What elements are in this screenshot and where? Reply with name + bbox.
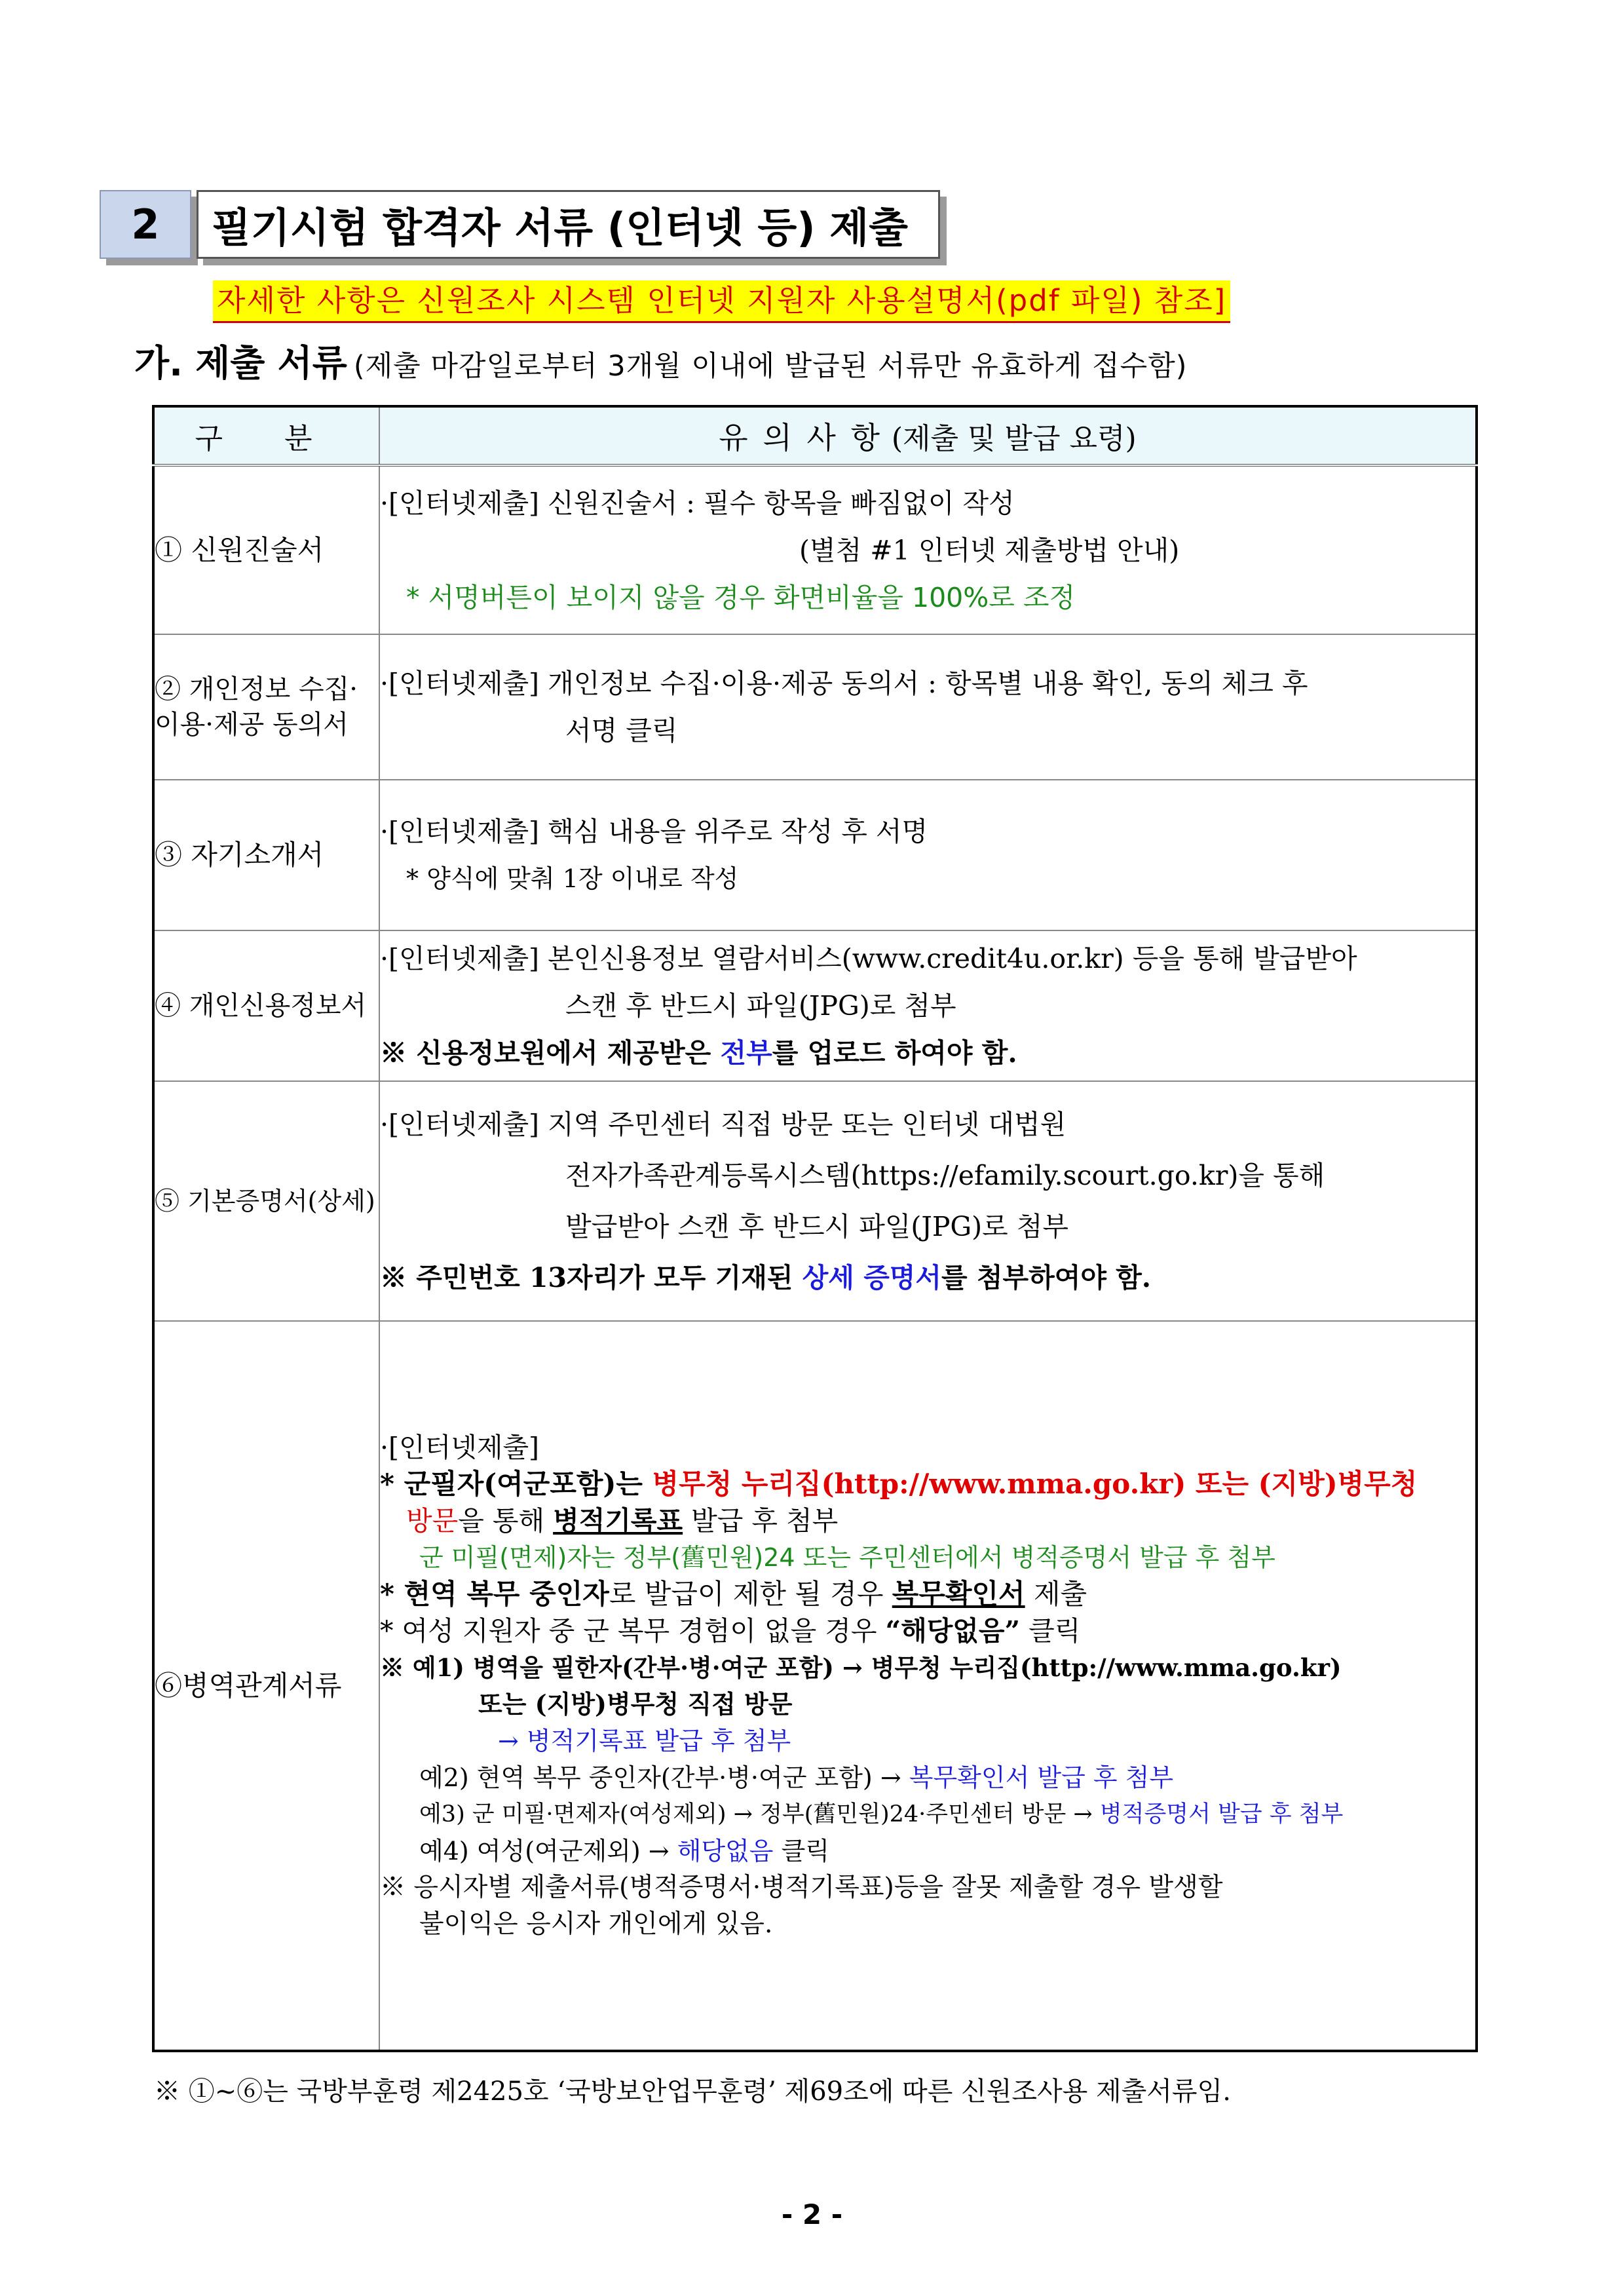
- row-category: ② 개인정보 수집·이용·제공 동의서: [153, 634, 379, 780]
- header-notes: 유 의 사 항 (제출 및 발급 요령): [379, 406, 1477, 465]
- table-row: [153, 634, 1477, 780]
- section-number-badge: 2: [100, 190, 191, 259]
- row-content: ·[인터넷제출] 본인신용정보 열람서비스(www.credit4u.or.kr) 등을 통해 발급받아 스캔 후 반드시 파일(JPG)로 첨부 ※ 신용정보원에서 제공받은 전부를 업로드 하여야 함.: [379, 930, 1477, 1081]
- row-content: ·[인터넷제출] * 군필자(여군포함)는 병무청 누리집(http://www.mma.go.kr) 또는 (지방)병무청 방문을 통해 병적기록표 발급 후 첨부 군 미필(면제)자는 정부(舊민원)24 또는 주민센터에서 병적증명서 발급 후 첨부 * 현역 복무 중인자로 발급이 제한 될 경우 복무확인서 제출 * 여성 지원자 중 군 복무 경험이 없을 경우 “해당없음” 클릭 ※ 예1) 병역을 필한자(간부·병·여군 포함) → 병무청 누리집(http://www.mma.go.kr) 또는 (지방)병무청 직접 방문 → 병적기록표 발급 후 첨부 예2) 현역 복무 중인자(간부·병·여군 포함) → 복무확인서 발급 후 첨부 예3) 군 미필·면제자(여성제외) → 정부(舊민원)24·주민센터 방문 → 병적증명서 발급 후 첨부 예4) 여성(여군제외) → 해당없음 클릭 ※ 응시자별 제출서류(병적증명서·병적기록표)등을 잘못 제출할 경우 발생할 불이익은 응시자 개인에게 있음.: [379, 1321, 1477, 2051]
- table-row: [153, 1321, 1477, 2051]
- row-category: ③ 자기소개서: [153, 780, 379, 930]
- page-number: - 2 -: [781, 2198, 843, 2230]
- row-category: ① 신원진술서: [153, 465, 379, 634]
- table-row: [153, 930, 1477, 1081]
- notice-banner: 자세한 사항은 신원조사 시스템 인터넷 지원자 사용설명서(pdf 파일) 참조]: [213, 280, 1230, 323]
- row-content: ·[인터넷제출] 지역 주민센터 직접 방문 또는 인터넷 대법원 전자가족관계등록시스템(https://efamily.scourt.go.kr)을 통해 발급받아 스캔 후 반드시 파일(JPG)로 첨부 ※ 주민번호 13자리가 모두 기재된 상세 증명서를 첨부하여야 함.: [379, 1081, 1477, 1321]
- row-category: ④ 개인신용정보서: [153, 930, 379, 1081]
- subheading-title: 가. 제출 서류: [134, 342, 347, 384]
- section-title: 필기시험 합격자 서류 (인터넷 등) 제출: [197, 190, 940, 259]
- row-content: ·[인터넷제출] 신원진술서 : 필수 항목을 빠짐없이 작성 (별첨 #1 인터넷 제출방법 안내) * 서명버튼이 보이지 않을 경우 화면비율을 100%로 조정: [379, 465, 1477, 634]
- subheading-note: (제출 마감일로부터 3개월 이내에 발급된 서류만 유효하게 접수함): [353, 350, 1188, 383]
- subheading: [134, 334, 1187, 386]
- table-row: [153, 465, 1477, 634]
- row-category: ⑥병역관계서류: [153, 1321, 379, 2051]
- table-header-row: [153, 406, 1477, 465]
- table-row: [153, 1081, 1477, 1321]
- table-row: [153, 780, 1477, 930]
- footnote: ※ ①~⑥는 국방부훈령 제2425호 ‘국방보안업무훈령’ 제69조에 따른 신원조사용 제출서류임.: [154, 2076, 1231, 2107]
- row-content: ·[인터넷제출] 핵심 내용을 위주로 작성 후 서명 * 양식에 맞춰 1장 이내로 작성: [379, 780, 1477, 930]
- header-category: 구 분: [153, 406, 379, 465]
- row-content: ·[인터넷제출] 개인정보 수집·이용·제공 동의서 : 항목별 내용 확인, 동의 체크 후 서명 클릭: [379, 634, 1477, 780]
- row-category: ⑤ 기본증명서(상세): [153, 1081, 379, 1321]
- documents-table: [152, 405, 1478, 2052]
